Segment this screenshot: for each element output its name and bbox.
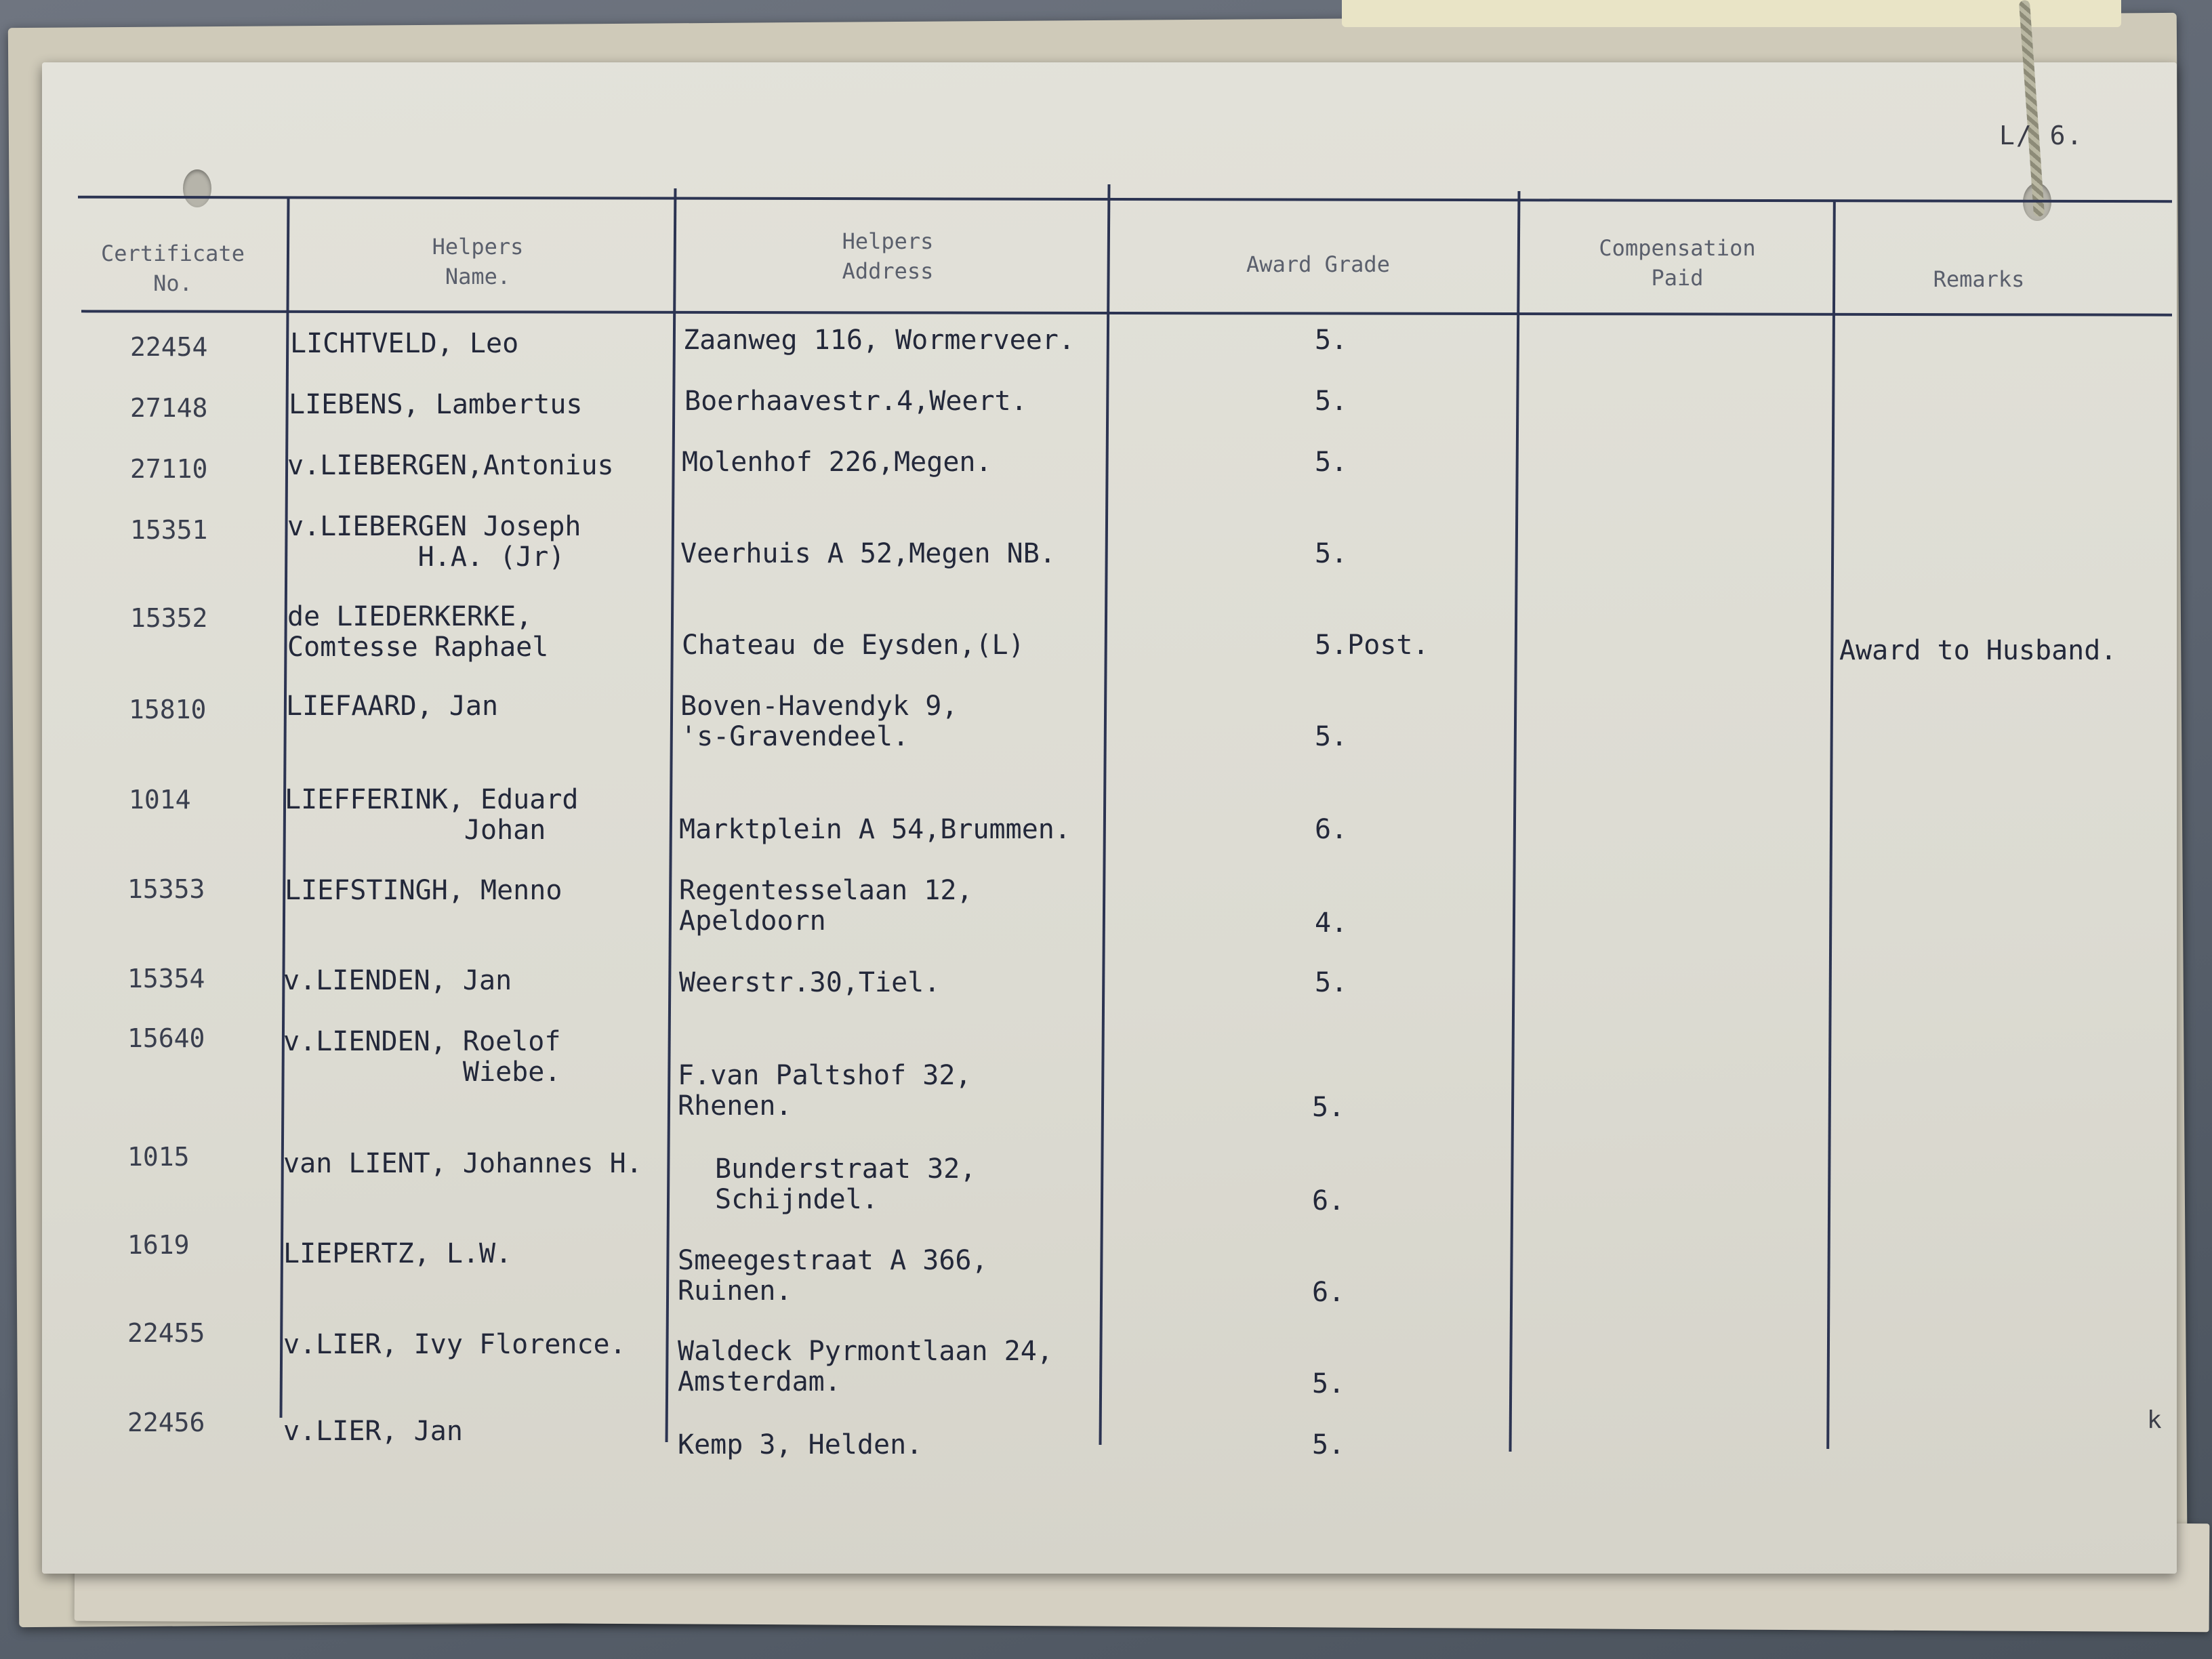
row-9-name: v.LIENDEN, Jan xyxy=(283,965,512,996)
row-8-address-line-1: Regentesselaan 12, xyxy=(679,875,973,906)
row-3-name: v.LIEBERGEN,Antonius xyxy=(287,450,614,481)
row-8-name: LIEFSTINGH, Menno xyxy=(285,875,562,906)
row-5-certificate: 15352 xyxy=(130,603,208,633)
row-13-certificate: 22455 xyxy=(127,1318,205,1348)
row-4-address: Veerhuis A 52,Megen NB. xyxy=(680,538,1056,569)
punch-hole-left xyxy=(183,169,211,207)
row-10-address-line-2: Rhenen. xyxy=(678,1090,792,1122)
row-11-grade: 6. xyxy=(1312,1185,1345,1216)
row-11-address-line-1: Bunderstraat 32, xyxy=(715,1153,977,1185)
row-11-address-line-2: Schijndel. xyxy=(715,1184,878,1215)
row-5-grade: 5.Post. xyxy=(1315,630,1429,661)
row-9-grade: 5. xyxy=(1315,967,1348,998)
row-8-certificate: 15353 xyxy=(127,874,205,904)
row-13-address-line-1: Waldeck Pyrmontlaan 24, xyxy=(678,1336,1053,1367)
row-5-name-line-1: de LIEDERKERKE, xyxy=(287,601,533,632)
row-13-grade: 5. xyxy=(1312,1368,1345,1399)
row-2-address: Boerhaavestr.4,Weert. xyxy=(684,386,1027,417)
row-1-grade: 5. xyxy=(1315,325,1348,356)
row-12-name: LIEPERTZ, L.W. xyxy=(283,1238,512,1269)
row-7-name-line-2: Johan xyxy=(285,815,546,846)
header-compensation-paid: Compensation Paid xyxy=(1599,235,1756,291)
row-12-certificate: 1619 xyxy=(127,1230,190,1260)
row-1-name: LICHTVELD, Leo xyxy=(290,328,519,359)
row-4-name-line-1: v.LIEBERGEN Joseph xyxy=(287,511,581,542)
row-9-certificate: 15354 xyxy=(127,964,205,994)
row-9-address: Weerstr.30,Tiel. xyxy=(679,967,941,998)
row-5-name-line-2: Comtesse Raphael xyxy=(287,632,549,663)
header-award-grade: Award Grade xyxy=(1246,251,1390,277)
row-8-grade: 4. xyxy=(1315,907,1348,939)
row-4-name-line-2: H.A. (Jr) xyxy=(287,541,565,573)
row-7-certificate: 1014 xyxy=(129,785,191,815)
row-10-grade: 5. xyxy=(1312,1092,1345,1123)
header-helpers-name: Helpers Name. xyxy=(432,234,524,289)
row-1-address: Zaanweg 116, Wormerveer. xyxy=(683,325,1075,356)
row-1-certificate: 22454 xyxy=(130,332,208,362)
row-6-address-line-1: Boven-Havendyk 9, xyxy=(680,691,958,722)
row-7-grade: 6. xyxy=(1315,814,1348,845)
row-14-address: Kemp 3, Helden. xyxy=(678,1429,923,1460)
row-6-name: LIEFAARD, Jan xyxy=(286,691,499,722)
row-11-certificate: 1015 xyxy=(127,1142,190,1172)
margin-mark: k xyxy=(2147,1406,2162,1434)
row-2-grade: 5. xyxy=(1315,386,1348,417)
row-5-address: Chateau de Eysden,(L) xyxy=(682,630,1025,661)
row-2-name: LIEBENS, Lambertus xyxy=(289,389,583,420)
row-10-name-line-2: Wiebe. xyxy=(283,1057,561,1088)
row-3-grade: 5. xyxy=(1315,447,1348,478)
row-10-address-line-1: F.van Paltshof 32, xyxy=(678,1060,972,1091)
row-4-certificate: 15351 xyxy=(130,515,208,545)
row-10-name-line-1: v.LIENDEN, Roelof xyxy=(283,1026,561,1057)
row-8-address-line-2: Apeldoorn xyxy=(679,905,826,937)
row-7-address: Marktplein A 54,Brummen. xyxy=(679,814,1071,845)
header-remarks: Remarks xyxy=(1933,266,2025,292)
header-certificate-no: Certificate No. xyxy=(101,241,245,296)
row-6-certificate: 15810 xyxy=(129,695,207,724)
top-paper-strip xyxy=(1342,0,2121,27)
row-14-certificate: 22456 xyxy=(127,1408,205,1437)
row-2-certificate: 27148 xyxy=(130,393,208,423)
row-12-address-line-1: Smeegestraat A 366, xyxy=(678,1245,988,1276)
row-14-grade: 5. xyxy=(1312,1429,1345,1460)
row-5-remarks: Award to Husband. xyxy=(1839,635,2117,666)
row-6-address-line-2: 's-Gravendeel. xyxy=(680,721,909,752)
row-12-grade: 6. xyxy=(1312,1277,1345,1308)
row-13-name: v.LIER, Ivy Florence. xyxy=(283,1329,626,1360)
row-6-grade: 5. xyxy=(1315,721,1348,752)
row-3-address: Molenhof 226,Megen. xyxy=(682,447,992,478)
row-7-name-line-1: LIEFFERINK, Eduard xyxy=(285,784,579,815)
row-12-address-line-2: Ruinen. xyxy=(678,1275,792,1307)
row-10-certificate: 15640 xyxy=(127,1023,205,1053)
row-14-name: v.LIER, Jan xyxy=(283,1416,463,1447)
row-13-address-line-2: Amsterdam. xyxy=(678,1366,841,1397)
row-4-grade: 5. xyxy=(1315,538,1348,569)
header-helpers-address: Helpers Address xyxy=(842,228,934,284)
row-11-name: van LIENT, Johannes H. xyxy=(283,1148,642,1179)
page-reference: L/ 6. xyxy=(1999,121,2084,150)
row-3-certificate: 27110 xyxy=(130,454,208,484)
